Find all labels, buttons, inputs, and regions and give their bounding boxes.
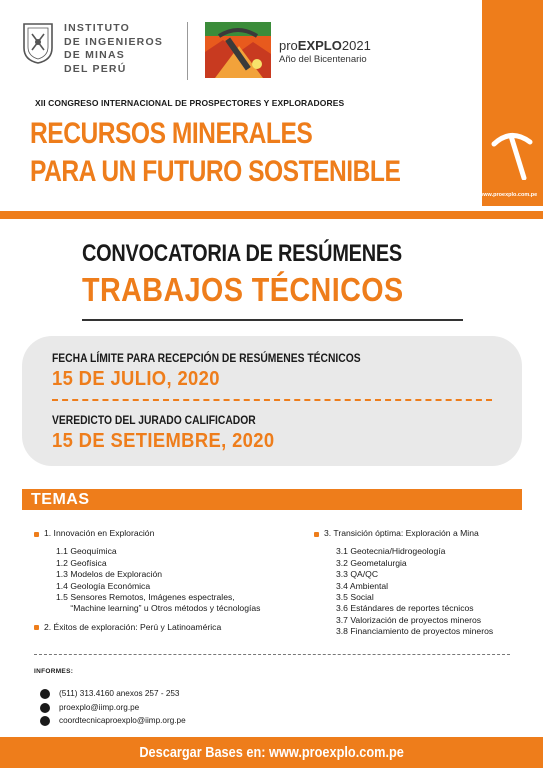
- website-small: www.proexplo.com.pe: [479, 192, 538, 198]
- section-separator: [34, 654, 510, 655]
- theme-heading: [314, 528, 524, 539]
- subtopic-item: 3.3 QA/QC: [336, 569, 379, 580]
- phone-icon: [40, 689, 50, 699]
- subtopic-item: 1.3 Modelos de Exploración: [56, 569, 163, 580]
- subtopic-item: 3.2 Geometalurgia: [336, 557, 407, 568]
- header-divider: [187, 22, 188, 80]
- brand-name: EXPLO: [297, 38, 342, 53]
- subtopic-item: 1.1 Geoquímica: [56, 546, 117, 557]
- bullet-icon: [314, 532, 319, 537]
- email-icon: [40, 703, 50, 713]
- email-address[interactable]: coordtecnicaproexplo@iimp.org.pe: [59, 716, 186, 725]
- congress-name: XII CONGRESO INTERNACIONAL DE PROSPECTORES Y EXPLORADORES: [35, 98, 345, 108]
- verdict-label: VEREDICTO DEL JURADO CALIFICADOR: [52, 413, 256, 427]
- temas-bar: [22, 489, 522, 510]
- institute-line: DE INGENIEROS: [64, 35, 164, 48]
- subtopic-item: 3.7 Valorización de proyectos mineros: [336, 614, 482, 625]
- theme-title: 3. Transición óptima: Exploración a Mina: [324, 528, 479, 538]
- subtopic-item: 1.2 Geofísica: [56, 557, 107, 568]
- proexplo-brand: [279, 38, 371, 53]
- pickaxe-icon: [488, 126, 534, 180]
- subtopic-item: 3.8 Financiamiento de proyectos mineros: [336, 626, 494, 637]
- theme-heading: [34, 528, 304, 539]
- subtopic-item: 3.6 Estándares de reportes técnicos: [336, 603, 474, 614]
- theme-title: 2. Éxitos de exploración: Perú y Latinoamérica: [44, 621, 222, 632]
- subtopic-item: 3.4 Ambiental: [336, 580, 389, 591]
- institute-name: [64, 22, 163, 76]
- download-text[interactable]: Descargar Bases en: www.proexplo.com.pe: [139, 744, 404, 761]
- brand-year: 2021: [341, 38, 371, 53]
- deadline-separator: [52, 399, 492, 401]
- proexplo-logo: [205, 22, 271, 78]
- brand-prefix: pro: [279, 38, 298, 53]
- iimp-shield-logo: [22, 22, 54, 64]
- subtopic-item: 3.5 Social: [336, 592, 374, 603]
- deadline-date: 15 DE JULIO, 2020: [52, 368, 220, 390]
- themes-right-column: [314, 528, 524, 638]
- verdict-date: 15 DE SETIEMBRE, 2020: [52, 430, 275, 452]
- subtopic-item: 3.1 Geotecnia/Hidrogeología: [336, 546, 446, 557]
- institute-line: INSTITUTO: [64, 22, 131, 34]
- bullet-icon: [34, 532, 39, 537]
- email-address[interactable]: proexplo@iimp.org.pe: [59, 703, 140, 712]
- main-title-line1: RECURSOS MINERALES: [30, 117, 313, 150]
- trabajos-heading: TRABAJOS TÉCNICOS: [82, 271, 404, 308]
- bullet-icon: [34, 625, 39, 630]
- subtopic-item: 1.5 Sensores Remotos, Imágenes espectrales,: [56, 592, 235, 603]
- subtopic-item: 1.4 Geología Económica: [56, 580, 151, 591]
- informes-heading: INFORMES:: [34, 668, 74, 675]
- phone-number: (511) 313.4160 anexos 257 - 253: [59, 689, 180, 698]
- subtopic-item: “Machine learning” u Otros métodos y técnologías: [56, 603, 261, 614]
- institute-line: DE MINAS: [64, 49, 125, 61]
- theme-subtopics: [314, 546, 524, 637]
- theme-subtopics: [34, 546, 304, 614]
- theme-title: 1. Innovación en Exploración: [44, 528, 155, 538]
- email-icon: [40, 716, 50, 726]
- orange-divider: [0, 211, 543, 219]
- download-link[interactable]: [0, 737, 543, 768]
- main-title-line2: PARA UN FUTURO SOSTENIBLE: [30, 155, 401, 188]
- institute-line: DEL PERÚ: [64, 62, 127, 75]
- convocatoria-heading: CONVOCATORIA DE RESÚMENES: [82, 240, 402, 267]
- heading-underline: [82, 319, 463, 321]
- themes-left-column: [34, 528, 304, 633]
- theme-heading: [34, 622, 304, 633]
- proexplo-subtitle: Año del Bicentenario: [279, 54, 367, 65]
- deadline-label: FECHA LÍMITE PARA RECEPCIÓN DE RESÚMENES TÉCNICOS: [52, 351, 361, 365]
- temas-heading: TEMAS: [31, 491, 90, 508]
